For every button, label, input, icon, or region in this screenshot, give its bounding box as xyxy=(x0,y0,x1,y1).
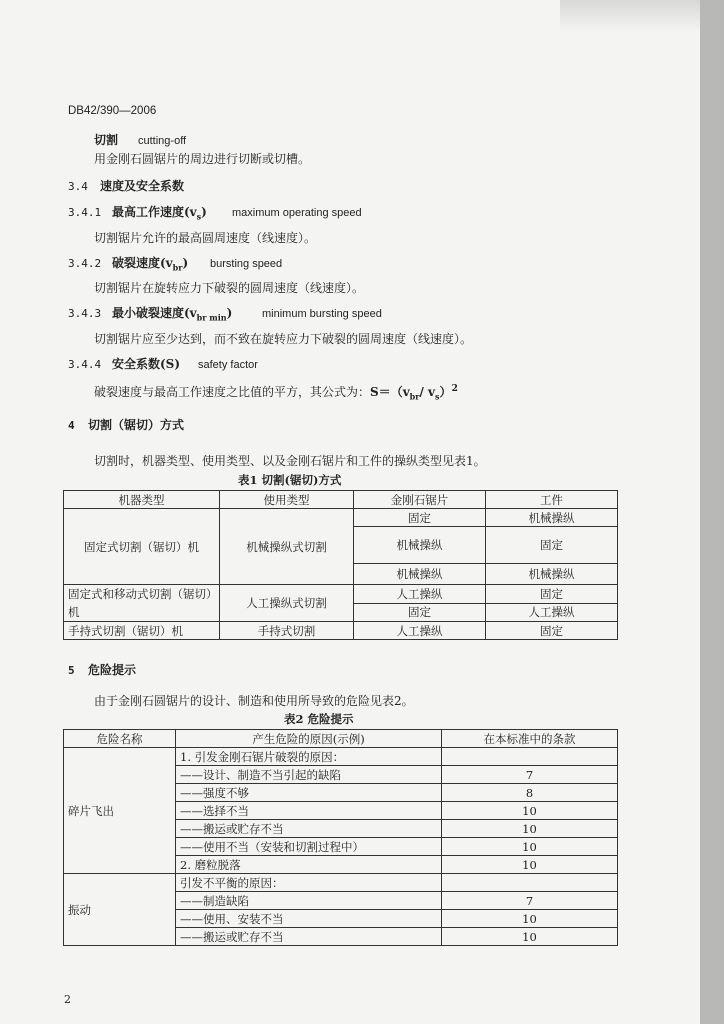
table-cell-cause: ——使用、安装不当 xyxy=(176,910,442,928)
table-row xyxy=(64,748,618,766)
table-cell-cause: ——强度不够 xyxy=(176,784,442,802)
term-cutting: 切割 xyxy=(94,133,119,147)
table-cell-cause: ——搬运或贮存不当 xyxy=(176,928,442,946)
table-cell-blade: 固定 xyxy=(354,603,486,622)
section-3-4-2-def: 切割锯片在旋转应力下破裂的圆周速度（线速度）。 xyxy=(94,281,365,295)
table-cell-blade: 机械操纵 xyxy=(354,527,486,564)
section-4-intro: 切割时，机器类型、使用类型、以及金刚石锯片和工件的操纵类型见表1。 xyxy=(94,454,486,468)
table-row xyxy=(64,509,618,527)
scan-smudge xyxy=(560,0,700,32)
table-cell-clause: 10 xyxy=(442,838,618,856)
table-cell-clause xyxy=(442,748,618,766)
table-cell-hazard: 碎片飞出 xyxy=(64,748,176,874)
cutting-mode-table xyxy=(63,490,618,640)
table-cell-cause: 2. 磨粒脱落 xyxy=(176,856,442,874)
table-header-cell: 金刚石锯片 xyxy=(354,491,486,509)
section-3-4-4-term: 安全系数(S) xyxy=(112,357,181,371)
table-cell-use: 手持式切割 xyxy=(220,622,354,640)
page-edge-shadow xyxy=(700,0,724,1024)
section-5-intro: 由于金刚石圆锯片的设计、制造和使用所导致的危险见表2。 xyxy=(94,694,414,708)
table-cell-clause: 10 xyxy=(442,928,618,946)
section-3-4-2-number: 3.4.2 xyxy=(68,257,102,270)
table-header-row xyxy=(64,491,618,509)
table-cell-clause: 7 xyxy=(442,892,618,910)
table-cell-cause: ——使用不当（安装和切割过程中） xyxy=(176,838,442,856)
table-cell-workpiece: 固定 xyxy=(486,585,618,604)
term-cutting-en: cutting-off xyxy=(138,135,187,147)
table-header-cell: 使用类型 xyxy=(220,491,354,509)
table-cell-use: 人工操纵式切割 xyxy=(220,585,354,622)
table-cell-workpiece: 固定 xyxy=(486,622,618,640)
table-cell-cause: ——制造缺陷 xyxy=(176,892,442,910)
table-cell-blade: 机械操纵 xyxy=(354,564,486,585)
table-cell-workpiece: 机械操纵 xyxy=(486,509,618,527)
table-cell-clause xyxy=(442,874,618,892)
table-row xyxy=(64,874,618,892)
table-cell-clause: 10 xyxy=(442,820,618,838)
section-3-4-4-number: 3.4.4 xyxy=(68,358,102,371)
table-header-cell: 产生危险的原因(示例) xyxy=(176,730,442,748)
section-3-4-3-en: minimum bursting speed xyxy=(262,308,382,320)
section-3-4-2-en: bursting speed xyxy=(210,258,283,270)
table-cell-clause: 7 xyxy=(442,766,618,784)
section-3-4-3-def: 切割锯片应至少达到，而不致在旋转应力下破裂的圆周速度（线速度）。 xyxy=(94,332,473,346)
table-cell-clause: 10 xyxy=(442,802,618,820)
table-header-cell: 危险名称 xyxy=(64,730,176,748)
table-cell-clause: 10 xyxy=(442,856,618,874)
table-cell-blade: 人工操纵 xyxy=(354,622,486,640)
section-3-4-title: 速度及安全系数 xyxy=(100,179,185,193)
table-cell-cause: 1. 引发金刚石锯片破裂的原因： xyxy=(176,748,442,766)
section-3-4-number: 3.4 xyxy=(68,180,88,193)
section-3-4-1-term: 最高工作速度$(v_s)$ xyxy=(112,205,207,222)
table-cell-machine: 固定式切割（锯切）机 xyxy=(64,509,220,585)
table-cell-machine: 手持式切割（锯切）机 xyxy=(64,622,220,640)
table-cell-blade: 固定 xyxy=(354,509,486,527)
table-row xyxy=(64,622,618,640)
table2-caption: 表2 危险提示 xyxy=(284,712,354,726)
table-header-row xyxy=(64,730,618,748)
section-4-title: 切割（锯切）方式 xyxy=(88,418,185,432)
safety-factor-formula: $S=(v_{br}/$ $v_s)^2$ xyxy=(370,384,458,402)
section-3-4-1-number: 3.4.1 xyxy=(68,206,102,219)
section-5-title: 危险提示 xyxy=(88,663,137,677)
section-3-4-1-en: maximum operating speed xyxy=(232,207,362,219)
table-cell-cause: 引发不平衡的原因： xyxy=(176,874,442,892)
page-number: 2 xyxy=(64,993,71,1006)
section-3-4-4-en: safety factor xyxy=(198,359,258,371)
section-3-4-4-def: 破裂速度与最高工作速度之比值的平方，其公式为：$S=(v_{br}/$ $v_s)^2$ xyxy=(94,384,458,402)
section-3-4-2-term: 破裂速度$(v_{br})$ xyxy=(112,256,189,273)
table-cell-cause: ——设计、制造不当引起的缺陷 xyxy=(176,766,442,784)
table-cell-machine: 固定式和移动式切割（锯切）机 xyxy=(64,585,220,622)
table-cell-clause: 10 xyxy=(442,910,618,928)
section-3-4-3-number: 3.4.3 xyxy=(68,307,102,320)
table-cell-blade: 人工操纵 xyxy=(354,585,486,604)
section-4-number: 4 xyxy=(68,419,75,432)
table-cell-use: 机械操纵式切割 xyxy=(220,509,354,585)
table-header-cell: 工件 xyxy=(486,491,618,509)
section-5-number: 5 xyxy=(68,664,75,677)
table-header-cell: 机器类型 xyxy=(64,491,220,509)
table-cell-cause: ——搬运或贮存不当 xyxy=(176,820,442,838)
table-cell-cause: ——选择不当 xyxy=(176,802,442,820)
table-header-cell: 在本标准中的条款 xyxy=(442,730,618,748)
table-row xyxy=(64,585,618,604)
hazard-table xyxy=(63,729,618,946)
table1-caption: 表1 切割(锯切)方式 xyxy=(238,473,342,487)
table-cell-clause: 8 xyxy=(442,784,618,802)
table-cell-workpiece: 固定 xyxy=(486,527,618,564)
table-cell-workpiece: 人工操纵 xyxy=(486,603,618,622)
section-3-4-1-def: 切割锯片允许的最高圆周速度（线速度）。 xyxy=(94,231,317,245)
document-code: DB42/390—2006 xyxy=(68,105,157,117)
table-cell-hazard: 振动 xyxy=(64,874,176,946)
term-cutting-def: 用金刚石圆锯片的周边进行切断或切槽。 xyxy=(94,152,311,166)
table-cell-workpiece: 机械操纵 xyxy=(486,564,618,585)
section-3-4-3-term: 最小破裂速度$(v_{br min})$ xyxy=(112,306,233,323)
